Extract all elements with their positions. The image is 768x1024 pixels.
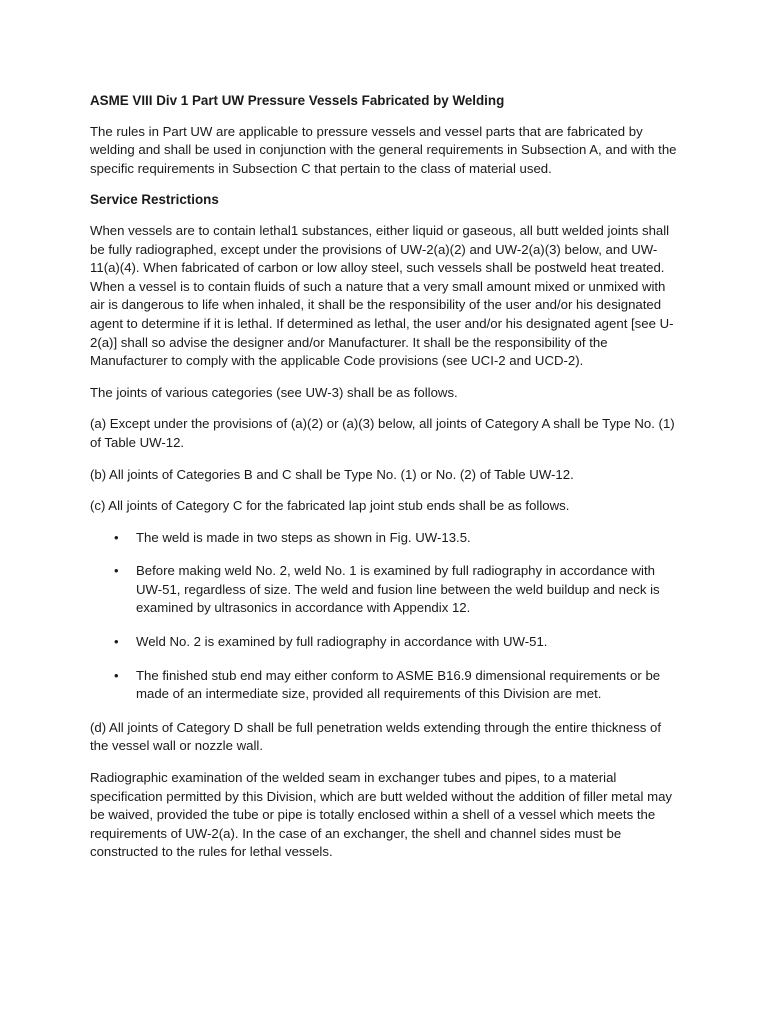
bullet-icon: • (114, 563, 119, 579)
list-item-text: The finished stub end may either conform to ASME B16.9 dimensional requirements or be made of an intermediate size, provided all requirements of this Division are met. (136, 667, 661, 702)
section-heading: Service Restrictions (90, 192, 219, 208)
paragraph-joint-categories: The joints of various categories (see UW-3) shall be as follows. (90, 384, 458, 400)
bullet-icon: • (114, 529, 119, 545)
list-item-text: Before making weld No. 2, weld No. 1 is examined by full radiography in accordance with UW-51, regardless of size. The weld and fusion line between the weld buildup and neck is examined by ultrasonics in accordance with Appendix 12. (136, 563, 660, 616)
list-item (90, 562, 680, 618)
list-item (90, 633, 680, 652)
list-item-text: Weld No. 2 is examined by full radiography in accordance with UW-51. (136, 634, 548, 650)
paragraph-item-a: (a) Except under the provisions of (a)(2) or (a)(3) below, all joints of Category A shall be Type No. (1) of Table UW-12. (90, 416, 675, 450)
intro-paragraph: The rules in Part UW are applicable to pressure vessels and vessel parts that are fabricated by welding and shall be used in conjunction with the general requirements in Subsection A, and with the specific requirements in Subsection C that pertain to the class of material used. (90, 123, 677, 176)
document-title: ASME VIII Div 1 Part UW Pressure Vessels Fabricated by Welding (90, 93, 505, 108)
paragraph-item-d: (d) All joints of Category D shall be full penetration welds extending through the entire thickness of the vessel wall or nozzle wall. (90, 719, 662, 754)
paragraph-item-c: (c) All joints of Category C for the fabricated lap joint stub ends shall be as follows. (90, 498, 570, 514)
bullet-list (90, 529, 680, 704)
paragraph-radiographic-examination: Radiographic examination of the welded seam in exchanger tubes and pipes, to a material specification permitted by this Division, which are butt welded without the addition of filler metal may be waived, provided the tube or pipe is totally enclosed within a shell of a vessel which meets the requirements of UW-2(a). In the case of an exchanger, the shell and channel sides must be constructed to the rules for lethal vessels. (90, 770, 672, 860)
paragraph-item-b: (b) All joints of Categories B and C shall be Type No. (1) or No. (2) of Table UW-12. (90, 466, 574, 482)
bullet-icon: • (114, 634, 119, 650)
paragraph-lethal-substances: When vessels are to contain lethal1 substances, either liquid or gaseous, all butt welded joints shall be fully radiographed, except under the provisions of UW-2(a)(2) and UW-2(a)(3) below, and UW-11(a)(4). When fabricated of carbon or low alloy steel, such vessels shall be postweld heat treated. When a vessel is to contain fluids of such a nature that a very small amount mixed or unmixed with air is dangerous to life when inhaled, it shall be the responsibility of the user and/or his designated agent to determine if it is lethal. If determined as lethal, the user and/or his designated agent [see U-2(a)] shall so advise the designer and/or Manufacturer. It shall be the responsibility of the Manufacturer to comply with the applicable Code provisions (see UCI-2 and UCD-2). (90, 222, 674, 369)
list-item (90, 529, 680, 548)
list-item-text: The weld is made in two steps as shown in Fig. UW-13.5. (136, 529, 471, 545)
bullet-icon: • (114, 667, 119, 683)
list-item (90, 667, 680, 704)
document-page (90, 92, 680, 875)
